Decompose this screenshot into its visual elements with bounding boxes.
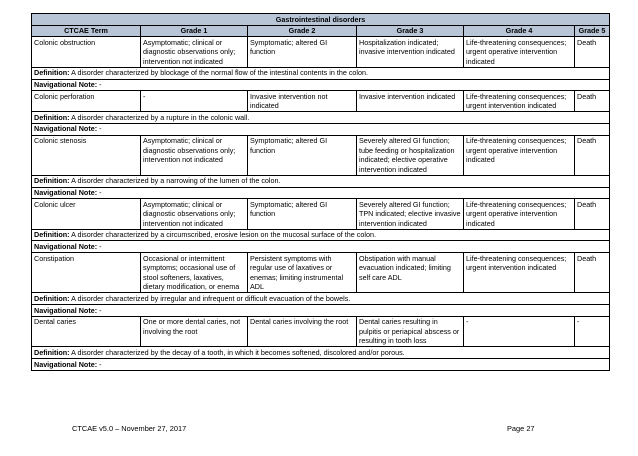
definition-label: Definition: <box>34 347 70 357</box>
definition-label: Definition: <box>34 230 70 240</box>
definition-row <box>32 67 610 79</box>
column-header-grade-2: Grade 2 <box>248 25 357 37</box>
grade-2-cell: Symptomatic; altered GI function <box>248 37 357 68</box>
grade-3-cell: Invasive intervention indicated <box>357 91 464 112</box>
grade-5-cell: Death <box>575 199 610 230</box>
grade-5-cell: Death <box>575 91 610 112</box>
column-header-term: CTCAE Term <box>32 25 141 37</box>
definition-text: A disorder characterized by irregular and infrequent or difficult evacuation of the bowels. <box>71 293 351 303</box>
grade-2-cell: Invasive intervention not indicated <box>248 91 357 112</box>
grade-3-cell: Dental caries resulting in pulpitis or periapical abscess or resulting in tooth loss <box>357 316 464 347</box>
navigational-note-row <box>32 241 610 253</box>
grade-4-cell: Life-threatening consequences; urgent intervention indicated <box>464 91 575 112</box>
navigational-note-label: Navigational Note: <box>34 241 98 251</box>
navigational-note-cell <box>32 187 610 199</box>
grade-4-cell: Life-threatening consequences; urgent intervention indicated <box>464 253 575 293</box>
definition-row <box>32 112 610 124</box>
navigational-note-cell <box>32 359 610 371</box>
navigational-note-label: Navigational Note: <box>34 359 98 369</box>
navigational-note-label: Navigational Note: <box>34 80 98 90</box>
navigational-note-row <box>32 305 610 317</box>
section-title: Gastrointestinal disorders <box>32 14 610 26</box>
definition-cell <box>32 229 610 241</box>
navigational-note-text: - <box>99 305 102 315</box>
navigational-note-text: - <box>99 188 102 197</box>
definition-text: A disorder characterized by the decay of a tooth, in which it becomes softened, discolored and/or porous. <box>71 347 405 357</box>
term-row <box>32 91 610 112</box>
definition-label: Definition: <box>34 176 70 186</box>
term-row <box>32 37 610 68</box>
navigational-note-text: - <box>99 359 102 369</box>
grade-3-cell: Hospitalization indicated; invasive intervention indicated <box>357 37 464 68</box>
term-name: Colonic stenosis <box>32 135 141 175</box>
grade-1-cell: Asymptomatic; clinical or diagnostic observations only; intervention not indicated <box>141 135 248 175</box>
definition-cell <box>32 175 610 187</box>
terms-body <box>32 37 610 370</box>
grade-2-cell: Persistent symptoms with regular use of laxatives or enemas; limiting instrumental ADL <box>248 253 357 293</box>
grade-4-cell: Life-threatening consequences; urgent operative intervention indicated <box>464 135 575 175</box>
column-header-grade-1: Grade 1 <box>141 25 248 37</box>
grade-1-cell: One or more dental caries, not involving the root <box>141 316 248 347</box>
term-row <box>32 253 610 293</box>
grade-1-cell: Asymptomatic; clinical or diagnostic observations only; intervention not indicated <box>141 199 248 230</box>
column-header-row <box>32 25 610 37</box>
grade-2-cell: Dental caries involving the root <box>248 316 357 347</box>
definition-row <box>32 229 610 241</box>
grade-1-cell: Asymptomatic; clinical or diagnostic observations only; intervention not indicated <box>141 37 248 68</box>
navigational-note-text: - <box>99 241 102 251</box>
column-header-grade-4: Grade 4 <box>464 25 575 37</box>
ctcae-table <box>31 13 610 371</box>
grade-5-cell: Death <box>575 135 610 175</box>
grade-2-cell: Symptomatic; altered GI function <box>248 199 357 230</box>
term-name: Dental caries <box>32 316 141 347</box>
grade-3-cell: Obstipation with manual evacuation indicated; limiting self care ADL <box>357 253 464 293</box>
grade-1-cell: - <box>141 91 248 112</box>
definition-cell <box>32 112 610 124</box>
column-header-grade-5: Grade 5 <box>575 25 610 37</box>
grade-4-cell: - <box>464 316 575 347</box>
navigational-note-cell <box>32 123 610 135</box>
definition-cell <box>32 347 610 359</box>
definition-text: A disorder characterized by blockage of the normal flow of the intestinal contents in the colon. <box>71 68 368 78</box>
navigational-note-text: - <box>99 80 102 90</box>
term-row <box>32 199 610 230</box>
definition-row <box>32 175 610 187</box>
footer-version: CTCAE v5.0 – November 27, 2017 <box>72 424 187 433</box>
grade-2-cell: Symptomatic; altered GI function <box>248 135 357 175</box>
navigational-note-label: Navigational Note: <box>34 305 98 315</box>
navigational-note-cell <box>32 79 610 91</box>
term-name: Colonic obstruction <box>32 37 141 68</box>
term-name: Constipation <box>32 253 141 293</box>
grade-3-cell: Severely altered GI function; TPN indicated; elective invasive intervention indicated <box>357 199 464 230</box>
term-row <box>32 135 610 175</box>
definition-row <box>32 293 610 305</box>
column-header-grade-3: Grade 3 <box>357 25 464 37</box>
definition-label: Definition: <box>34 112 70 122</box>
definition-label: Definition: <box>34 293 70 303</box>
navigational-note-label: Navigational Note: <box>34 188 98 197</box>
term-row <box>32 316 610 347</box>
definition-cell <box>32 293 610 305</box>
definition-text: A disorder characterized by a circumscribed, erosive lesion on the mucosal surface of the colon. <box>71 230 376 240</box>
definition-text: A disorder characterized by a narrowing of the lumen of the colon. <box>71 176 281 186</box>
definition-label: Definition: <box>34 68 70 78</box>
navigational-note-row <box>32 187 610 199</box>
grade-3-cell: Severely altered GI function; tube feeding or hospitalization indicated; elective operative intervention indicated <box>357 135 464 175</box>
navigational-note-row <box>32 123 610 135</box>
grade-5-cell: - <box>575 316 610 347</box>
grade-4-cell: Life-threatening consequences; urgent operative intervention indicated <box>464 199 575 230</box>
grade-1-cell: Occasional or intermittent symptoms; occasional use of stool softeners, laxatives, dietary modification, or enema <box>141 253 248 293</box>
definition-row <box>32 347 610 359</box>
navigational-note-cell <box>32 241 610 253</box>
term-name: Colonic ulcer <box>32 199 141 230</box>
definition-text: A disorder characterized by a rupture in the colonic wall. <box>71 112 250 122</box>
navigational-note-label: Navigational Note: <box>34 124 98 134</box>
navigational-note-row <box>32 79 610 91</box>
footer-page-number: Page 27 <box>507 424 535 433</box>
navigational-note-row <box>32 359 610 371</box>
grade-4-cell: Life-threatening consequences; urgent operative intervention indicated <box>464 37 575 68</box>
term-name: Colonic perforation <box>32 91 141 112</box>
grade-5-cell: Death <box>575 253 610 293</box>
navigational-note-cell <box>32 305 610 317</box>
grade-5-cell: Death <box>575 37 610 68</box>
section-header-row <box>32 14 610 26</box>
navigational-note-text: - <box>99 124 102 134</box>
definition-cell <box>32 67 610 79</box>
